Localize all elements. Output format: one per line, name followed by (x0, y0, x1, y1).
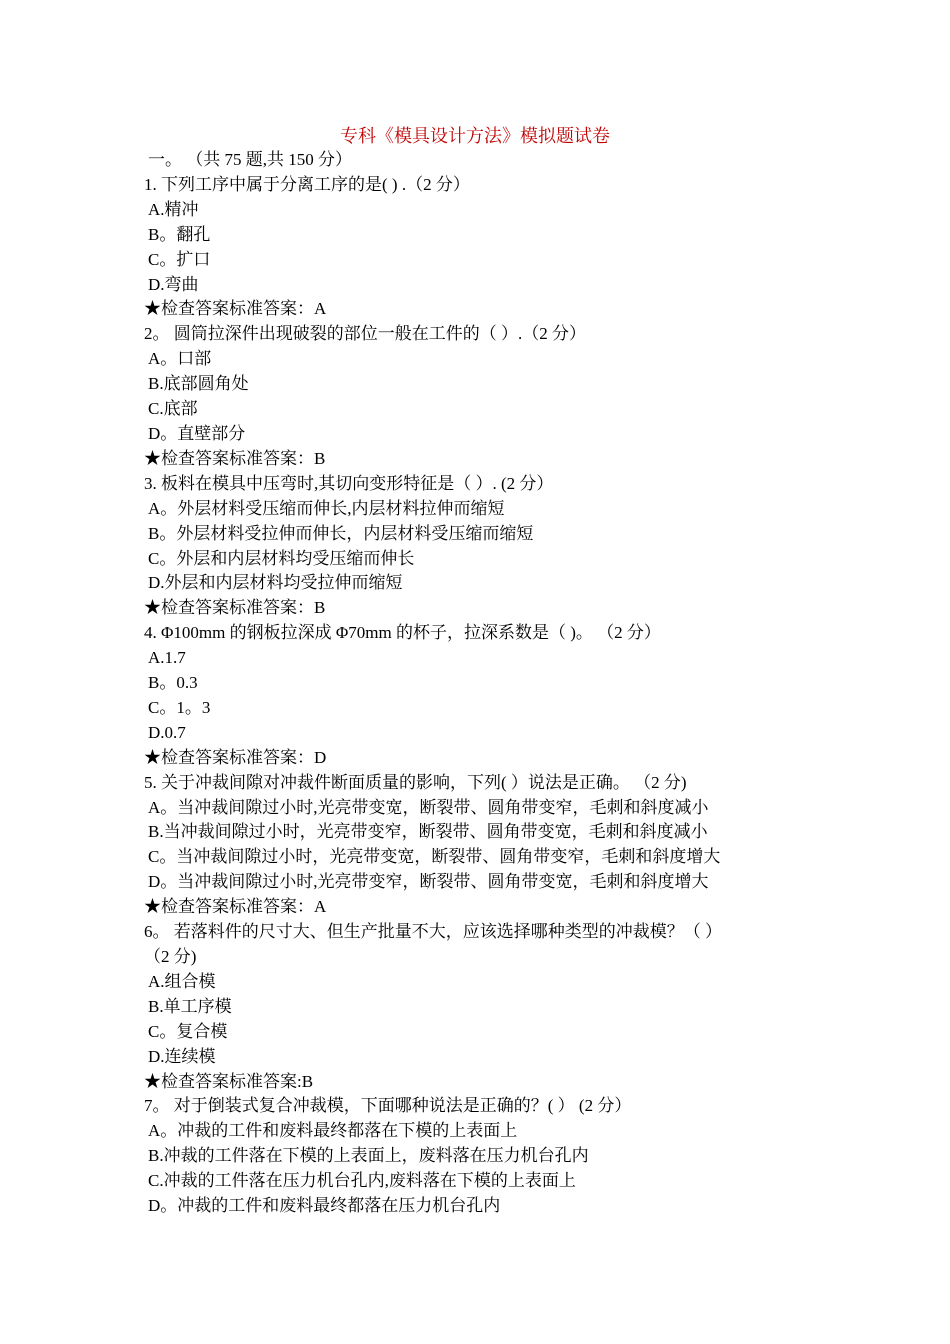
option-c: C.底部 (148, 399, 198, 419)
question-stem: 7。 对于倒装式复合冲裁模，下面哪种说法是正确的？( ） (2 分） (144, 1096, 632, 1116)
option-a: A。口部 (148, 349, 212, 369)
option-c: C。复合模 (148, 1021, 228, 1041)
answer-line: ★检查答案标准答案：B (144, 598, 326, 618)
question-stem: 6。 若落料件的尺寸大、但生产批量不大，应该选择哪种类型的冲裁模？（ ） (144, 922, 722, 942)
option-d: D.弯曲 (148, 274, 199, 294)
option-d: D。冲裁的工件和废料最终都落在压力机台孔内 (148, 1196, 501, 1216)
option-a: A。冲裁的工件和废料最终都落在下模的上表面上 (148, 1121, 518, 1141)
question-7 (144, 1094, 824, 1219)
question-4 (144, 621, 824, 770)
answer-line: ★检查答案标准答案：B (144, 448, 326, 468)
option-d: D。直壁部分 (148, 423, 246, 443)
option-b: B。翻孔 (148, 224, 211, 244)
question-5 (144, 771, 824, 920)
section-header: 一。 （共 75 题,共 150 分） (148, 150, 352, 169)
option-b: B.冲裁的工件落在下模的上表面上，废料落在压力机台孔内 (148, 1146, 589, 1166)
question-1 (144, 173, 824, 322)
option-c: C。当冲裁间隙过小时，光亮带变宽，断裂带、圆角带变窄，毛刺和斜度增大 (148, 847, 721, 867)
option-b: B。0.3 (148, 673, 198, 693)
question-2 (144, 322, 824, 471)
option-b: B.单工序模 (148, 996, 232, 1016)
option-b: B。外层材料受拉伸而伸长，内层材料受压缩而缩短 (148, 523, 534, 543)
question-stem: 1. 下列工序中属于分离工序的是( ) .（2 分） (144, 174, 470, 194)
question-6 (144, 920, 824, 1094)
answer-line: ★检查答案标准答案：A (144, 897, 327, 917)
question-stem: 4. Φ100mm 的钢板拉深成 Φ70mm 的杯子，拉深系数是（ )。 （2 分） (144, 623, 661, 643)
question-stem-continued: （2 分) (144, 947, 197, 966)
answer-line: ★检查答案标准答案：A (144, 299, 327, 319)
question-stem: 5. 关于冲裁间隙对冲裁件断面质量的影响，下列( ）说法是正确。 （2 分) (144, 772, 687, 792)
document-title: 专科《模具设计方法》模拟题试卷 (340, 126, 610, 146)
option-a: A.组合模 (148, 971, 216, 991)
question-3 (144, 472, 824, 621)
option-d: D.0.7 (148, 722, 186, 742)
option-d: D.连续模 (148, 1046, 216, 1066)
option-a: A。当冲裁间隙过小时,光亮带变宽，断裂带、圆角带变窄，毛刺和斜度减小 (148, 797, 709, 817)
option-c: C。1。3 (148, 697, 211, 717)
option-d: D.外层和内层材料均受拉伸而缩短 (148, 573, 403, 593)
option-c: C。扩口 (148, 249, 211, 269)
option-d: D。当冲裁间隙过小时,光亮带变窄，断裂带、圆角带变宽，毛刺和斜度增大 (148, 872, 709, 892)
option-b: B.底部圆角处 (148, 374, 249, 394)
question-stem: 2。 圆筒拉深件出现破裂的部位一般在工件的（ ）.（2 分） (144, 324, 586, 344)
document-body (144, 148, 824, 1219)
answer-line: ★检查答案标准答案:B (144, 1071, 314, 1091)
answer-line: ★检查答案标准答案：D (144, 747, 327, 767)
option-c: C.冲裁的工件落在压力机台孔内,废料落在下模的上表面上 (148, 1171, 576, 1191)
option-a: A。外层材料受压缩而伸长,内层材料拉伸而缩短 (148, 498, 505, 518)
option-b: B.当冲裁间隙过小时，光亮带变窄，断裂带、圆角带变宽，毛刺和斜度减小 (148, 822, 708, 842)
question-stem: 3. 板料在模具中压弯时,其切向变形特征是（ ）. (2 分） (144, 473, 554, 493)
option-a: A.精冲 (148, 199, 199, 219)
option-c: C。外层和内层材料均受压缩而伸长 (148, 548, 415, 568)
option-a: A.1.7 (148, 648, 186, 668)
